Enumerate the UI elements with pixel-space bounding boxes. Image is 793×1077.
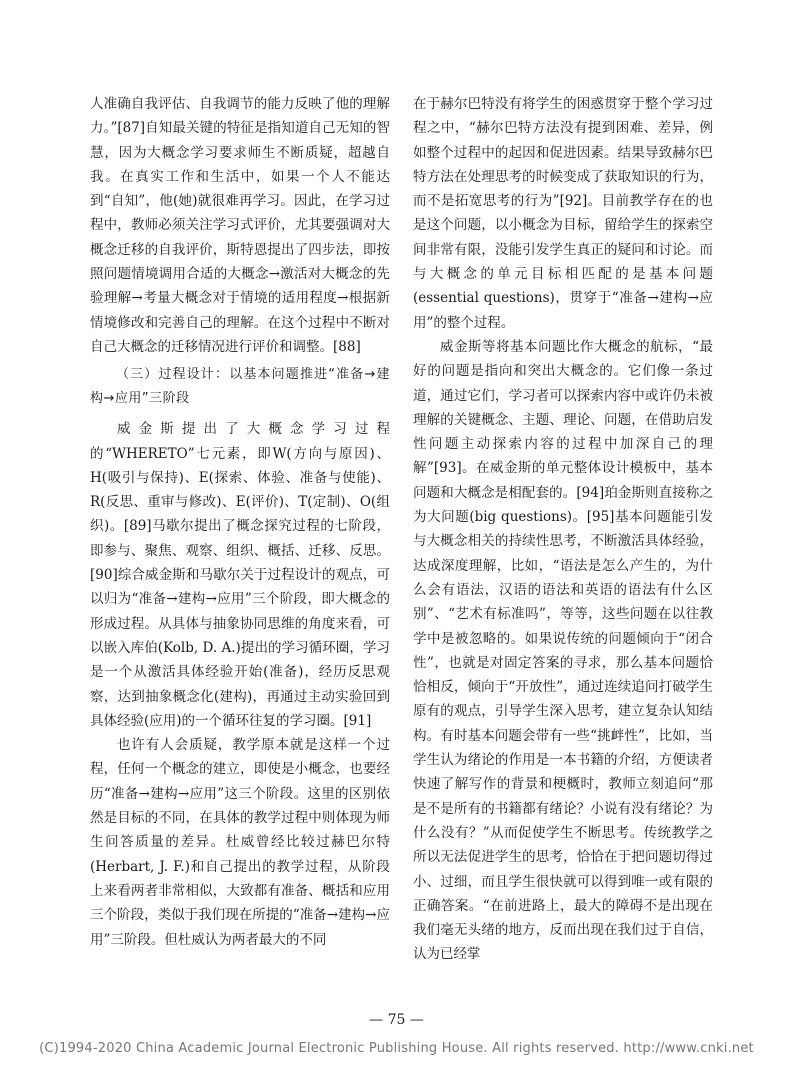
paragraph: 威金斯提出了大概念学习过程的“WHERETO”七元素，即W(方向与原因)、H(吸引与保持)、E(探索、体验、准备与使能)、R(反思、重审与修改)、E(评价)、T(定制)、O(组织)。[89]马歇尔提出了概念探究过程的七阶段，即参与、聚焦、观察、组织、概括、迁移、反思。[90]综合威金斯和马歇尔关于过程设计的观点，可以归为“准备→建构→应用”三个阶段，即大概念的形成过程。从具体与抽象协同思维的角度来看，可以嵌入库伯(Kolb, D. A.)提出的学习循环圈，学习是一个从激活具体经验开始(准备)，经历反思观察，达到抽象概念化(建构)，再通过主动实验回到具体经验(应用)的一个循环往复的学习圈。[91] [90,421,390,729]
paragraph: 威金斯等将基本问题比作大概念的航标，“最好的问题是指向和突出大概念的。它们像一条过道，通过它们，学习者可以探索内容中或许仍未被理解的关键概念、主题、理论、问题，在借助启发性问题主动探索内容的过程中加深自己的理解”[93]。在威金斯的单元整体设计模板中，基本问题和大概念是相配套的。[94]珀金斯则直接称之为大问题(big questions)。[95]基本问题能引发与大概念相关的持续性思考，不断激活具体经验，达成深度理解，比如，“语法是怎么产生的，为什么会有语法，汉语的语法和英语的语法有什么区别”、“艺术有标准吗”，等等，这些问题在以往教学中是被忽略的。如果说传统的问题倾向于“闭合性”，也就是对固定答案的寻求，那么基本问题恰恰相反，倾向于“开放性”，通过连续追问打破学生原有的观点，引导学生深入思考，建立复杂认知结构。有时基本问题会带有一些“挑衅性”，比如，当学生认为绪论的作用是一本书籍的介绍，方便读者快速了解写作的背景和梗概时，教师立刻追问“那是不是所有的书籍都有绪论？小说有没有绪论？为什么没有？”从而促使学生不断思考。传统教学之所以无法促进学生的思考，恰恰在于把问题切得过小、过细，而且学生很快就可以得到唯一或有限的正确答案。“在前进路上，最大的障碍不是出现在我们毫无头绪的地方，反而出现在我们过于自信，认为已经掌 [413,338,713,963]
page-number: — 75 — [369,1012,424,1028]
left-column [90,92,390,952]
paragraph: 在于赫尔巴特没有将学生的困惑贯穿于整个学习过程之中，“赫尔巴特方法没有提到困难、差异，例如整个过程中的起因和促进因素。结果导致赫尔巴特方法在处理思考的时候变成了获取知识的行为，而不是拓宽思考的行为”[92]。目前教学存在的也是这个问题，以小概念为目标，留给学生的探索空间非常有限，没能引发学生真正的疑问和讨论。而与大概念的单元目标相匹配的是基本问题(essential questions)，贯穿于“准备→建构→应用”的整个过程。 [413,96,713,331]
paragraph: 人准确自我评估、自我调节的能力反映了他的理解力。”[87]自知最关键的特征是指知道自己无知的智慧，因为大概念学习要求师生不断质疑，超越自我。在真实工作和生活中，如果一个人不能达到“自知”，他(她)就很难再学习。因此，在学习过程中，教师必须关注学习式评价，尤其要强调对大概念迁移的自我评价，斯特恩提出了四步法，即按照问题情境调用合适的大概念→激活对大概念的先验理解→考量大概念对于情境的适用程度→根据新情境修改和完善自己的理解。在这个过程中不断对自己大概念的迁移情况进行评价和调整。[88] [90,96,390,355]
copyright-footer: (C)1994-2020 China Academic Journal Electronic Publishing House. All rights reserved. http://www.cnki.net [39,1041,754,1056]
right-column [413,92,713,967]
paragraph: 也许有人会质疑，教学原本就是这样一个过程，任何一个概念的建立，即使是小概念，也要经历“准备→建构→应用”这三个阶段。这里的区别依然是目标的不同，在具体的教学过程中则体现为师生问答质量的差异。杜威曾经比较过赫巴尔特(Herbart, J. F.)和自己提出的教学过程，从阶段上来看两者非常相似，大致都有准备、概括和应用三个阶段，类似于我们现在所提的“准备→建构→应用”三阶段。但杜威认为两者最大的不同 [90,737,390,948]
section-heading: （三）过程设计：以基本问题推进“准备→建构→应用”三阶段 [90,367,390,407]
